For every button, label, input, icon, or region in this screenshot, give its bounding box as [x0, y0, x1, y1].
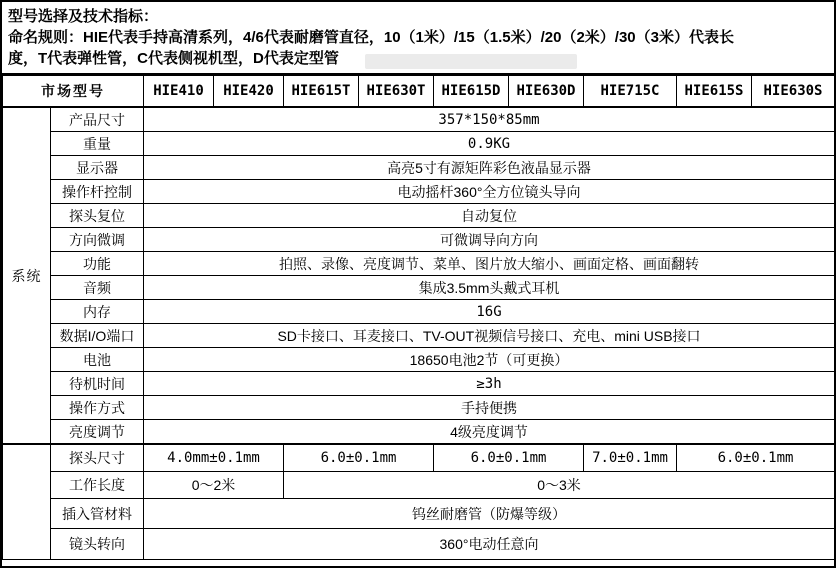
value-working-length-long: 0～3米	[284, 472, 835, 499]
header-market-model: 市场型号	[3, 76, 144, 108]
label-joystick-control: 操作杆控制	[51, 180, 144, 204]
value-brightness-adjust: 4级亮度调节	[144, 420, 835, 445]
row-operation-mode	[3, 396, 835, 420]
row-brightness-adjust	[3, 420, 835, 445]
value-data-io-ports: SD卡接口、耳麦接口、TV-OUT视频信号接口、充电、mini USB接口	[144, 324, 835, 348]
header-model-hie615s: HIE615S	[677, 76, 752, 108]
value-audio: 集成3.5mm头戴式耳机	[144, 276, 835, 300]
row-working-length	[3, 472, 835, 499]
header-model-hie615t: HIE615T	[284, 76, 359, 108]
label-memory: 内存	[51, 300, 144, 324]
value-probe-size-615t-630t: 6.0±0.1mm	[284, 444, 434, 472]
spec-table	[2, 75, 835, 560]
system-group-cell: 系统	[3, 107, 51, 444]
value-memory: 16G	[144, 300, 835, 324]
value-tube-material: 钨丝耐磨管（防爆等级）	[144, 499, 835, 529]
row-audio	[3, 276, 835, 300]
label-product-size: 产品尺寸	[51, 107, 144, 132]
title-line-3: 度，T代表弹性管，C代表侧视机型，D代表定型管	[8, 50, 339, 67]
value-probe-reset: 自动复位	[144, 204, 835, 228]
value-product-size: 357*150*85mm	[144, 107, 835, 132]
header-model-hie615d: HIE615D	[434, 76, 509, 108]
row-probe-size	[3, 444, 835, 472]
watermark-smudge	[365, 54, 577, 69]
value-direction-finetune: 可微调导向方向	[144, 228, 835, 252]
row-lens-rotation	[3, 529, 835, 560]
label-direction-finetune: 方向微调	[51, 228, 144, 252]
label-lens-rotation: 镜头转向	[51, 529, 144, 560]
title-line-1: 型号选择及技术指标：	[8, 8, 159, 25]
header-model-hie630s: HIE630S	[752, 76, 835, 108]
header-model-hie420: HIE420	[214, 76, 284, 108]
row-battery	[3, 348, 835, 372]
value-functions: 拍照、录像、亮度调节、菜单、图片放大缩小、画面定格、画面翻转	[144, 252, 835, 276]
value-joystick-control: 电动摇杆360°全方位镜头导向	[144, 180, 835, 204]
value-probe-size-615d-630d: 6.0±0.1mm	[434, 444, 584, 472]
probe-group-cell	[3, 444, 51, 560]
label-tube-material: 插入管材料	[51, 499, 144, 529]
header-model-hie715c: HIE715C	[584, 76, 677, 108]
value-standby-time: ≥3h	[144, 372, 835, 396]
row-tube-material	[3, 499, 835, 529]
value-lens-rotation: 360°电动任意向	[144, 529, 835, 560]
row-weight	[3, 132, 835, 156]
label-display: 显示器	[51, 156, 144, 180]
label-functions: 功能	[51, 252, 144, 276]
title-line-2: 命名规则：HIE代表手持高清系列，4/6代表耐磨管直径，10（1米）/15（1.5米）/20（2米）/30（3米）代表长	[8, 29, 734, 46]
row-direction-finetune	[3, 228, 835, 252]
header-row	[3, 76, 835, 108]
label-operation-mode: 操作方式	[51, 396, 144, 420]
label-probe-reset: 探头复位	[51, 204, 144, 228]
header-model-hie410: HIE410	[144, 76, 214, 108]
value-probe-size-615s-630s: 6.0±0.1mm	[677, 444, 835, 472]
value-weight: 0.9KG	[144, 132, 835, 156]
row-functions	[3, 252, 835, 276]
row-joystick-control	[3, 180, 835, 204]
value-battery: 18650电池2节（可更换）	[144, 348, 835, 372]
value-probe-size-715c: 7.0±0.1mm	[584, 444, 677, 472]
value-operation-mode: 手持便携	[144, 396, 835, 420]
row-product-size	[3, 107, 835, 132]
label-battery: 电池	[51, 348, 144, 372]
label-data-io-ports: 数据I/O端口	[51, 324, 144, 348]
header-model-hie630t: HIE630T	[359, 76, 434, 108]
value-working-length-short: 0～2米	[144, 472, 284, 499]
row-memory	[3, 300, 835, 324]
row-probe-reset	[3, 204, 835, 228]
label-standby-time: 待机时间	[51, 372, 144, 396]
label-weight: 重量	[51, 132, 144, 156]
row-display	[3, 156, 835, 180]
row-standby-time	[3, 372, 835, 396]
label-brightness-adjust: 亮度调节	[51, 420, 144, 445]
value-display: 高亮5寸有源矩阵彩色液晶显示器	[144, 156, 835, 180]
header-model-hie630d: HIE630D	[509, 76, 584, 108]
label-probe-size: 探头尺寸	[51, 444, 144, 472]
value-probe-size-410-420: 4.0mm±0.1mm	[144, 444, 284, 472]
label-working-length: 工作长度	[51, 472, 144, 499]
row-data-io-ports	[3, 324, 835, 348]
label-audio: 音频	[51, 276, 144, 300]
